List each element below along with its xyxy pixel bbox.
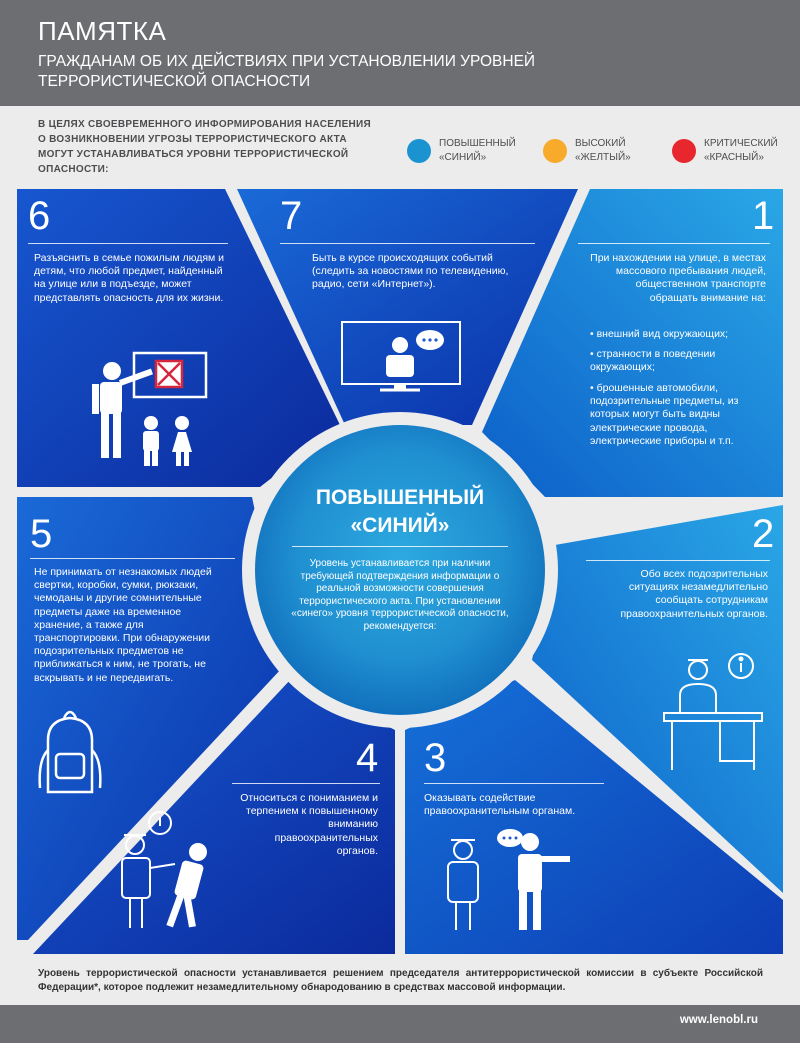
center-rule: [292, 546, 508, 547]
panel-1-bullet-3: • брошенные автомобили, подозрительные предметы, из которых могут быть видны электрические провода, электрические приборы и т.п.: [590, 382, 739, 447]
footer-note: Уровень террористической опасности устанавливается решением председателя антитеррористической комиссии в субъекте Российской Федерации*, которое подлежит незамедлительному обнародованию в средствах массовой информации.: [38, 968, 763, 993]
intro-text: В ЦЕЛЯХ СВОЕВРЕМЕННОГО ИНФОРМИРОВАНИЯ НАСЕЛЕНИЯ О ВОЗНИКНОВЕНИИ УГРОЗЫ ТЕРРОРИСТИЧЕСКОГО АКТА МОГУТ УСТАНАВЛИВАТЬСЯ УРОВНИ ТЕРРОРИСТИЧЕСКОЙ ОПАСНОСТИ:: [38, 119, 372, 175]
panel-6-text: Разъяснить в семье пожилым людям и детям, что любой предмет, найденный на улице или в подъезде, может представлять опасность для их жизни.: [34, 252, 225, 304]
page-title: ПАМЯТКА: [38, 16, 167, 46]
panel-6-number: 6: [28, 194, 51, 238]
panel-7-number: 7: [280, 194, 303, 238]
panel-6-rule: [28, 243, 228, 244]
page-subtitle: ГРАЖДАНАМ ОБ ИХ ДЕЙСТВИЯХ ПРИ УСТАНОВЛЕНИИ УРОВНЕЙ ТЕРРОРИСТИЧЕСКОЙ ОПАСНОСТИ: [38, 53, 536, 90]
panel-2-number: 2: [752, 512, 775, 556]
panel-3-text: Оказывать содействие правоохранительным органам.: [424, 792, 576, 818]
center-title-line-1: ПОВЫШЕННЫЙ: [315, 486, 485, 509]
panel-4-rule: [232, 783, 380, 784]
center-description: Уровень устанавливается при наличии требующей подтверждения информации о реальной возможности совершения террористического акта. При установлении «синего» уровня террористической опасности, рекомендуется:: [291, 558, 509, 632]
legend-yellow-sub: «ЖЕЛТЫЙ»: [575, 152, 631, 163]
panel-4-number: 4: [356, 736, 379, 780]
panel-5-number: 5: [30, 512, 53, 556]
center-title-line-2: «СИНИЙ»: [350, 514, 450, 537]
site-link[interactable]: www.lenobl.ru: [679, 1014, 758, 1026]
panel-1-bullet-2: • странности в поведении окружающих;: [590, 348, 716, 374]
panel-4-text: Относиться с пониманием и терпением к повышенному вниманию правоохранительных органов.: [240, 792, 378, 857]
panel-7-rule: [280, 243, 535, 244]
legend-yellow-label: ВЫСОКИЙ: [575, 138, 626, 149]
panel-3-number: 3: [424, 736, 447, 780]
panel-3-rule: [424, 783, 604, 784]
panel-2-text: Обо всех подозрительных ситуациях незамедлительно сообщать сотрудникам правоохранительных органов.: [620, 568, 768, 620]
legend-blue-label: ПОВЫШЕННЫЙ: [439, 138, 516, 149]
panel-2-rule: [586, 560, 770, 561]
legend-red-label: КРИТИЧЕСКИЙ: [704, 138, 778, 149]
legend-blue-sub: «СИНИЙ»: [439, 152, 487, 163]
panel-1-text: При нахождении на улице, в местах массового пребывания людей, общественном транспорте обращать внимание на:: [590, 252, 766, 304]
panel-1-number: 1: [752, 194, 775, 238]
panel-5-rule: [30, 558, 235, 559]
panel-7-text: Быть в курсе происходящих событий (следить за новостями по телевидению, радио, сети «Интернет»).: [312, 252, 509, 291]
center-title: [262, 484, 538, 540]
panel-5-text: Не принимать от незнакомых людей свертки, коробки, сумки, рюкзаки, чемоданы и другие сомнительные предметы даже на временное хранение, а также для транспортировки. При обнаружении подозрительных предметов не приближаться к ним, не трогать, не вскрывать и не передвигать.: [34, 566, 212, 684]
speech-dots-icon: [422, 338, 437, 341]
panel-1-bullet-1: • внешний вид окружающих;: [590, 328, 729, 340]
panel-1-rule: [578, 243, 770, 244]
legend-red-sub: «КРАСНЫЙ»: [704, 152, 764, 163]
